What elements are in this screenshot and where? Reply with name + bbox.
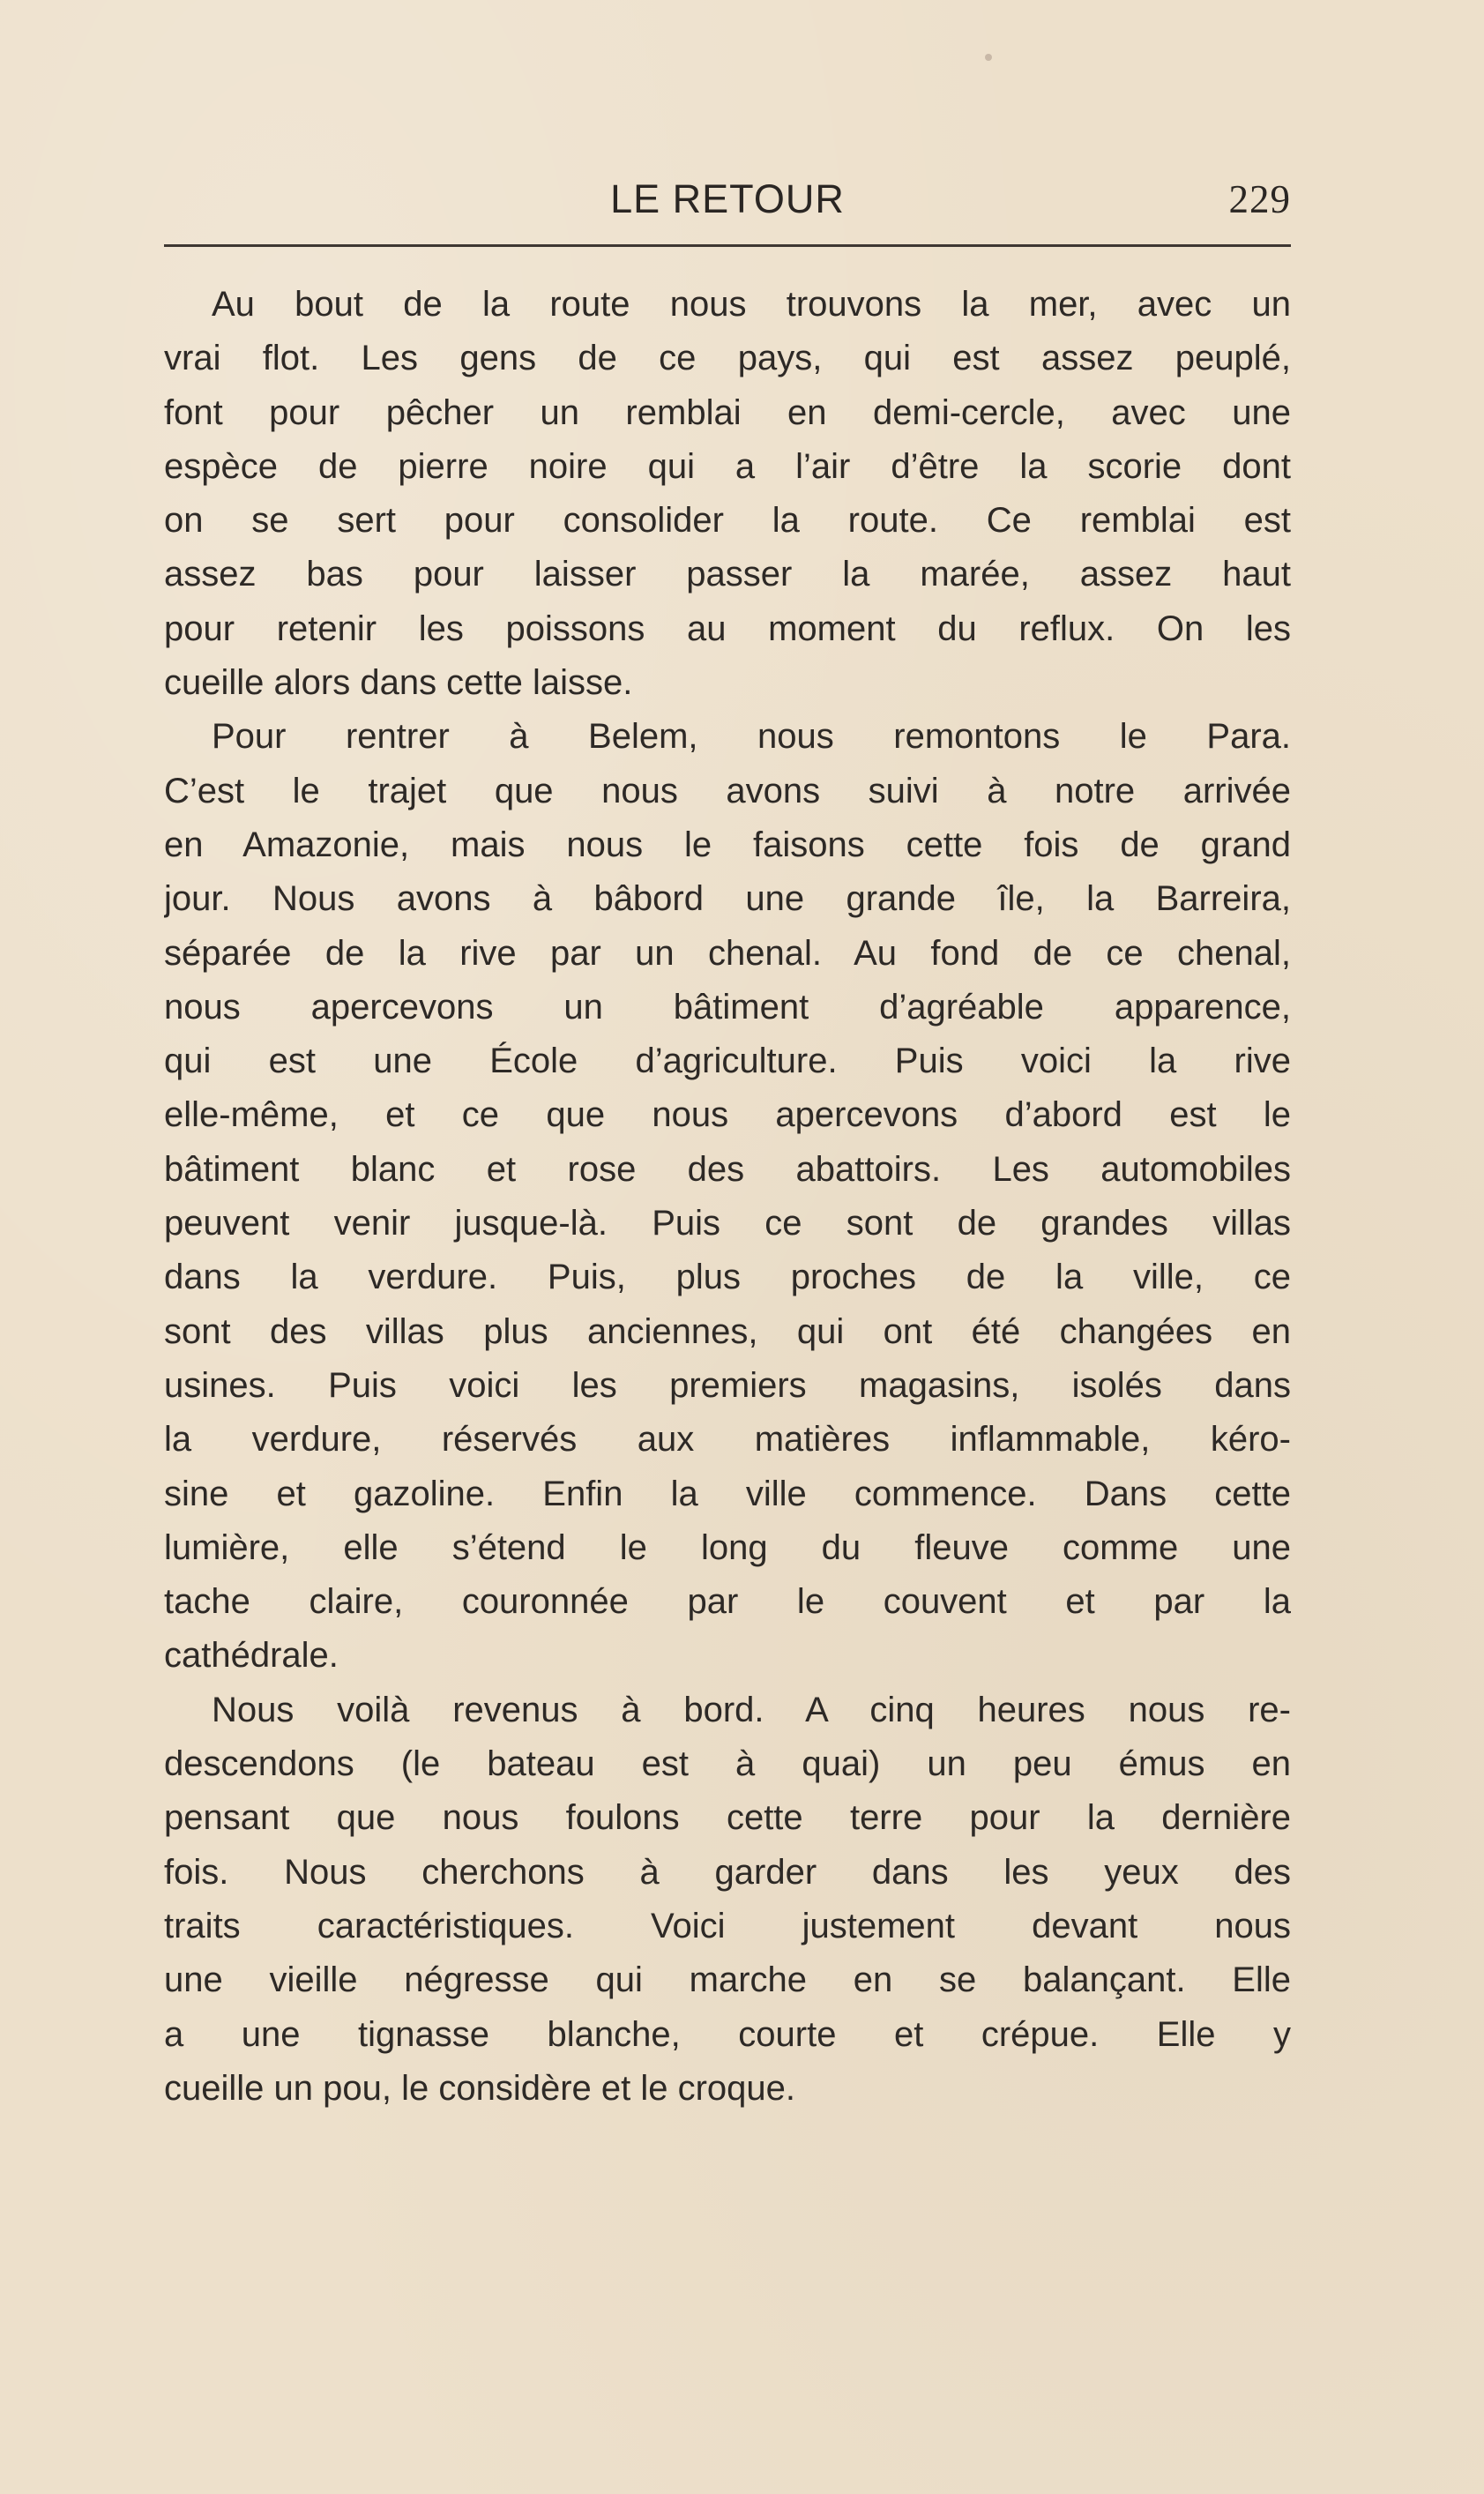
- paragraph-1: [164, 278, 1291, 710]
- paper-speck: [985, 54, 992, 61]
- text-line: qui est une École d’agriculture. Puis voici la rive: [164, 1042, 1291, 1081]
- text-line: assez bas pour laisser passer la marée, assez haut: [164, 555, 1291, 594]
- text-line: a une tignasse blanche, courte et crépue. Elle y: [164, 2014, 1291, 2054]
- text-line: Pour rentrer à Belem, nous remontons le Para.: [212, 717, 1291, 757]
- text-line: sont des villas plus anciennes, qui ont été changées en: [164, 1311, 1291, 1351]
- text-line: pensant que nous foulons cette terre pour la dernière: [164, 1798, 1291, 1838]
- text-line: elle-même, et ce que nous apercevons d’abord est le: [164, 1095, 1291, 1135]
- text-line: dans la verdure. Puis, plus proches de la ville, ce: [164, 1258, 1291, 1297]
- page-number: 229: [1228, 177, 1291, 221]
- text-line: vrai flot. Les gens de ce pays, qui est assez peuplé,: [164, 339, 1291, 378]
- text-line: en Amazonie, mais nous le faisons cette fois de grand: [164, 825, 1291, 864]
- text-line: tache claire, couronnée par le couvent et par la: [164, 1582, 1291, 1622]
- text-line: la verdure, réservés aux matières inflammable, kéro-: [164, 1420, 1291, 1460]
- text-line: font pour pêcher un remblai en demi-cercle, avec une: [164, 392, 1291, 432]
- text-line: bâtiment blanc et rose des abattoirs. Les automobiles: [164, 1149, 1291, 1189]
- running-head: [164, 173, 1291, 226]
- text-line: cathédrale.: [164, 1636, 339, 1676]
- paragraph-2: [164, 710, 1291, 1683]
- text-line: traits caractéristiques. Voici justement devant nous: [164, 1906, 1291, 1945]
- running-title: LE RETOUR: [610, 176, 845, 221]
- text-line: Au bout de la route nous trouvons la mer, avec un: [212, 285, 1291, 324]
- text-line: nous apercevons un bâtiment d’agréable apparence,: [164, 987, 1291, 1027]
- text-line: sine et gazoline. Enfin la ville commence. Dans cette: [164, 1474, 1291, 1513]
- text-line: Nous voilà revenus à bord. A cinq heures nous re-: [212, 1690, 1291, 1729]
- text-line: jour. Nous avons à bâbord une grande île, la Barreira,: [164, 879, 1291, 919]
- text-line: cueille alors dans cette laisse.: [164, 663, 633, 703]
- paragraph-3: [164, 1684, 1291, 2116]
- text-line: fois. Nous cherchons à garder dans les yeux des: [164, 1852, 1291, 1892]
- text-line: lumière, elle s’étend le long du fleuve comme une: [164, 1527, 1291, 1567]
- text-line: espèce de pierre noire qui a l’air d’être la scorie dont: [164, 446, 1291, 486]
- text-line: séparée de la rive par un chenal. Au fond de ce chenal,: [164, 933, 1291, 973]
- text-line: pour retenir les poissons au moment du reflux. On les: [164, 609, 1291, 648]
- text-line: une vieille négresse qui marche en se balançant. Elle: [164, 1960, 1291, 2000]
- text-line: usines. Puis voici les premiers magasins, isolés dans: [164, 1365, 1291, 1405]
- text-line: peuvent venir jusque-là. Puis ce sont de grandes villas: [164, 1204, 1291, 1243]
- text-line: C’est le trajet que nous avons suivi à notre arrivée: [164, 771, 1291, 810]
- body-text: [164, 278, 1291, 2116]
- text-line: cueille un pou, le considère et le croque.: [164, 2068, 796, 2108]
- text-line: on se sert pour consolider la route. Ce remblai est: [164, 501, 1291, 541]
- header-rule: [164, 244, 1291, 247]
- text-line: descendons (le bateau est à quai) un peu émus en: [164, 1744, 1291, 1784]
